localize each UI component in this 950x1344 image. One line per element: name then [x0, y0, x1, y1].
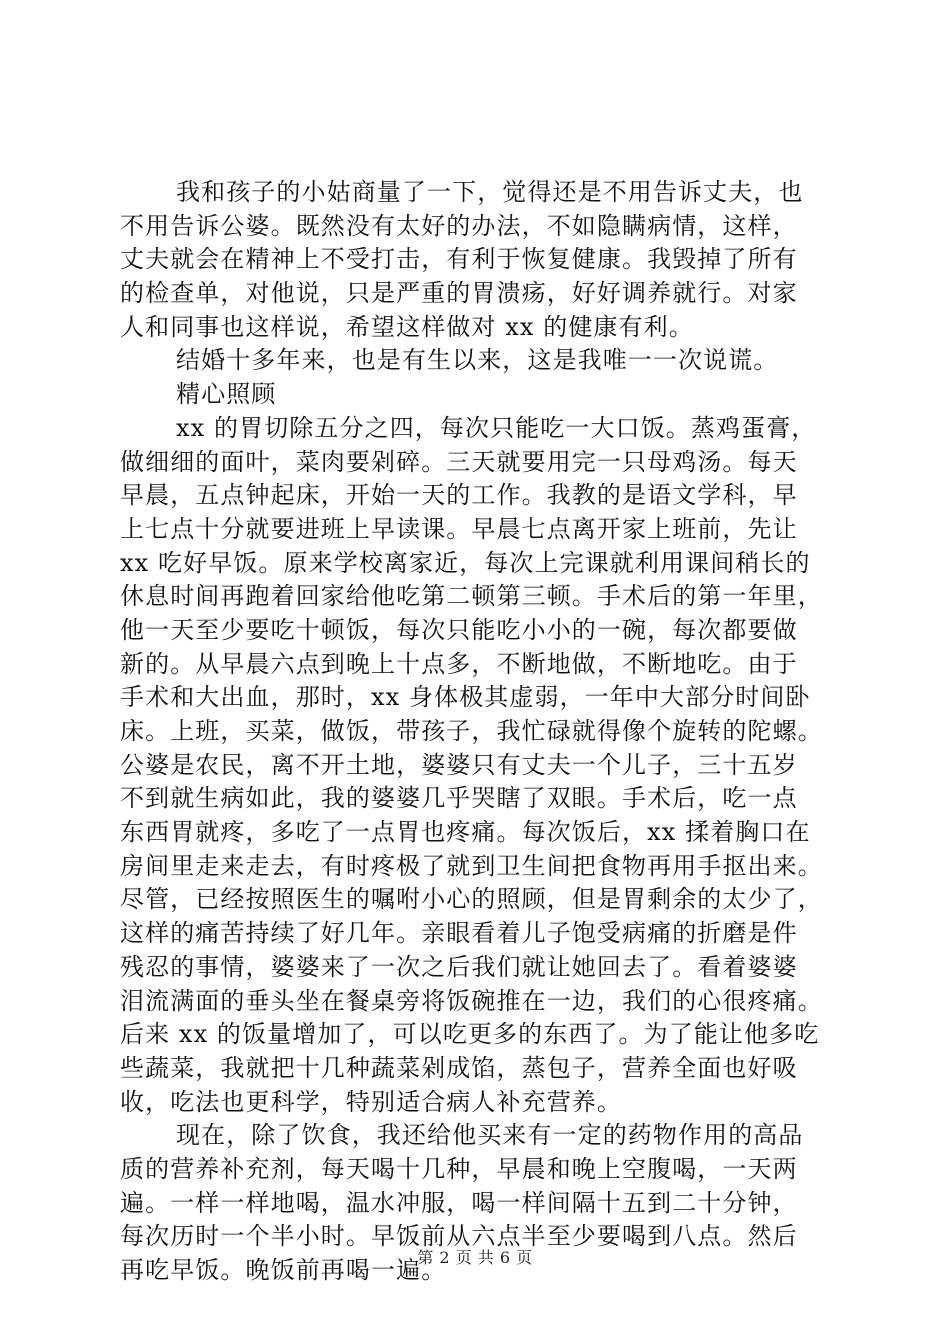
- text-line: 公婆是农民，离不开土地，婆婆只有丈夫一个儿子，三十五岁: [120, 750, 798, 779]
- text-line: 收，吃法也更科学，特别适合病人补充营养。: [120, 1087, 622, 1116]
- text-line: 些蔬菜，我就把十几种蔬菜剁成馅，蒸包子，营养全面也好吸: [120, 1053, 798, 1082]
- text-line: 房间里走来走去，有时疼极了就到卫生间把食物再用手抠出来。: [120, 851, 823, 880]
- text-line: 现在，除了饮食，我还给他买来有一定的药物作用的高品: [176, 1121, 804, 1150]
- text-line: 他一天至少要吃十顿饭，每次只能吃小小的一碗，每次都要做: [120, 615, 798, 644]
- document-body: [120, 176, 848, 1288]
- page-footer: 第 2 页 共 6 页: [417, 1248, 533, 1267]
- text-line: 丈夫就会在精神上不受打击，有利于恢复健康。我毁掉了所有: [120, 245, 798, 274]
- text-line: 上七点十分就要进班上早读课。早晨七点离开家上班前，先让: [120, 514, 798, 543]
- text-line: 每次历时一个半小时。早饭前从六点半至少要喝到八点。然后: [120, 1222, 798, 1251]
- text-line: 质的营养补充剂，每天喝十几种，早晨和晚上空腹喝，一天两: [120, 1154, 798, 1183]
- text-line: 泪流满面的垂头坐在餐桌旁将饭碗推在一边，我们的心很疼痛。: [120, 986, 823, 1015]
- text-line: 做细细的面叶，菜肉要剁碎。三天就要用完一只母鸡汤。每天: [120, 447, 798, 476]
- text-line: 后来 xx 的饭量增加了，可以吃更多的东西了。为了能让他多吃: [120, 1020, 820, 1049]
- text-line: 手术和大出血，那时，xx 身体极其虚弱，一年中大部分时间卧: [120, 683, 811, 712]
- text-line: 尽管，已经按照医生的嘱咐小心的照顾，但是胃剩余的太少了，: [120, 885, 823, 914]
- text-line: 这样的痛苦持续了好几年。亲眼看着儿子饱受病痛的折磨是件: [120, 919, 798, 948]
- text-line: 人和同事也这样说，希望这样做对 xx 的健康有利。: [120, 312, 694, 341]
- text-line: 的检查单，对他说，只是严重的胃溃疡，好好调养就行。对家: [120, 279, 798, 308]
- text-line: 精心照顾: [176, 380, 277, 409]
- text-line: 结婚十多年来，也是有生以来，这是我唯一一次说谎。: [176, 346, 779, 375]
- text-line: xx 吃好早饭。原来学校离家近，每次上完课就利用课间稍长的: [120, 548, 811, 577]
- text-line: 早晨，五点钟起床，开始一天的工作。我教的是语文学科，早: [120, 481, 798, 510]
- text-line: 遍。一样一样地喝，温水冲服，喝一样间隔十五到二十分钟，: [120, 1188, 798, 1217]
- text-line: 不到就生病如此，我的婆婆几乎哭瞎了双眼。手术后，吃一点: [120, 784, 798, 813]
- text-line: 再吃早饭。晚饭前再喝一遍。: [120, 1256, 447, 1284]
- text-line: 休息时间再跑着回家给他吃第二顿第三顿。手术后的第一年里，: [120, 582, 823, 611]
- text-line: 床。上班，买菜，做饭，带孩子，我忙碌就得像个旋转的陀螺。: [120, 717, 823, 745]
- text-line: 不用告诉公婆。既然没有太好的办法，不如隐瞒病情，这样，: [120, 211, 798, 240]
- text-line: 残忍的事情，婆婆来了一次之后我们就让她回去了。看着婆婆: [120, 952, 798, 981]
- text-line: 我和孩子的小姑商量了一下，觉得还是不用告诉丈夫，也: [176, 178, 804, 206]
- text-line: xx 的胃切除五分之四，每次只能吃一大口饭。蒸鸡蛋膏，: [176, 413, 817, 442]
- text-line: 新的。从早晨六点到晚上十点多，不断地做，不断地吃。由于: [120, 649, 798, 678]
- text-line: 东西胃就疼，多吃了一点胃也疼痛。每次饭后，xx 揉着胸口在: [120, 818, 811, 847]
